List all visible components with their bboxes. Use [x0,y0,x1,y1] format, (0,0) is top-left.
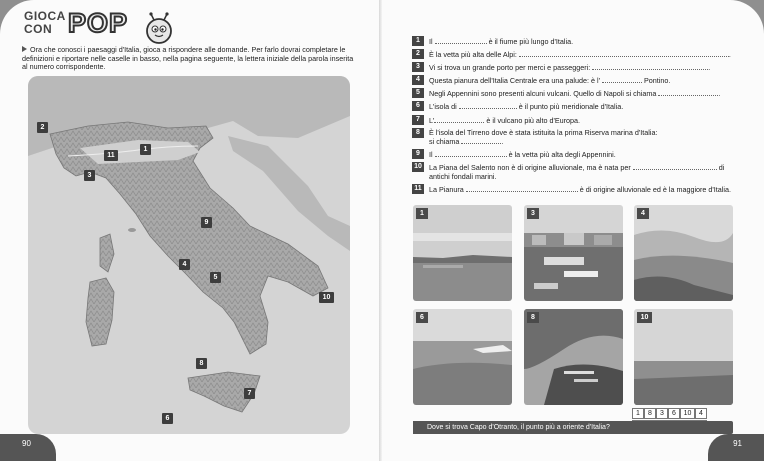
photo-ustica-harbor: 8 [524,309,623,405]
answer-blank[interactable] [466,185,578,192]
answer-blank[interactable] [461,137,501,144]
question-7: 7 L' è il vulcano più alto d'Europa. [412,116,736,126]
page-number-right: 91 [708,434,764,461]
photo-port: 3 [524,205,623,301]
answer-blank[interactable] [434,116,484,123]
question-2: 2 È la vetta più alta delle Alpi: . [412,50,736,60]
grid-number-cell: 6 [668,408,680,419]
photo-salento-plain: 10 [634,309,733,405]
photo-mountains: 4 [634,205,733,301]
answer-blank[interactable] [459,102,517,109]
grid-number-cell: 10 [680,408,695,419]
map-pin-2: 2 [37,122,48,133]
logo-pop: POP [68,8,129,38]
map-pin-4: 4 [179,259,190,270]
map-pin-7: 7 [244,388,255,399]
question-3: 3 Vi si trova un grande porto per merci e passeggeri: . [412,63,736,73]
map-pin-1: 1 [140,144,151,155]
question-6: 6 L'isola di è il punto più meridionale d'Italia. [412,102,736,112]
map-pin-8: 8 [196,358,207,369]
photo-island-coast: 6 [413,309,512,405]
grid-number-cell: 8 [644,408,656,419]
gioca-con-pop-logo [24,8,164,50]
map-pin-10: 10 [319,292,334,303]
bullet-arrow-icon [22,46,27,52]
map-pin-11: 11 [104,150,118,161]
map-pin-6: 6 [162,413,173,424]
question-9: 9 Il è la vetta più alta degli Appennini. [412,150,736,160]
answer-blank[interactable] [592,63,708,70]
map-pin-3: 3 [84,170,95,181]
question-8: 8 È l'isola del Tirreno dove è stata istituita la prima Riserva marina d'Italia: si chiama . [412,129,736,147]
question-5: 5 Negli Appennini sono presenti alcuni vulcani. Quello di Napoli si chiama . [412,89,736,99]
answer-blank[interactable] [633,163,717,170]
grid-number-cell: 4 [695,408,707,419]
question-11: 11 La Pianura è di origine alluvionale ed è la maggiore d'Italia. [412,185,736,195]
question-4: 4 Questa pianura dell'Italia Centrale era una palude: è l' Pontino. [412,76,736,86]
photo-po-river: 1 [413,205,512,301]
answer-blank[interactable] [435,37,487,44]
question-list [412,37,736,198]
italy-map-graphic [28,76,350,434]
answer-blank[interactable] [435,150,507,157]
final-question-bar: Dove si trova Capo d'Otranto, il punto più a oriente d'Italia? [413,421,733,434]
pop-mascot-icon [142,12,176,48]
italy-map [28,76,350,434]
map-pin-5: 5 [210,272,221,283]
grid-number-cell: 1 [632,408,644,419]
answer-blank[interactable] [519,50,729,57]
grid-number-cell: 3 [656,408,668,419]
question-10: 10 La Piana del Salento non è di origine alluvionale, ma è nata per di antichi fondali marini. [412,163,736,181]
page-number-left: 90 [0,434,56,461]
intro-instructions: Ora che conosci i paesaggi d'Italia, gioca a rispondere alle domande. Per farlo dovrai completare le definizioni e riportare nelle caselle in basso, nella pagina seguente, la lettera iniziale della parola inserita al numero corrispondente. [22,45,354,72]
answer-blank[interactable] [658,89,718,96]
question-1: 1 Il è il fiume più lungo d'Italia. [412,37,736,47]
answer-blank[interactable] [602,76,642,83]
logo-text: GIOCA CON [24,9,66,36]
map-pin-9: 9 [201,217,212,228]
